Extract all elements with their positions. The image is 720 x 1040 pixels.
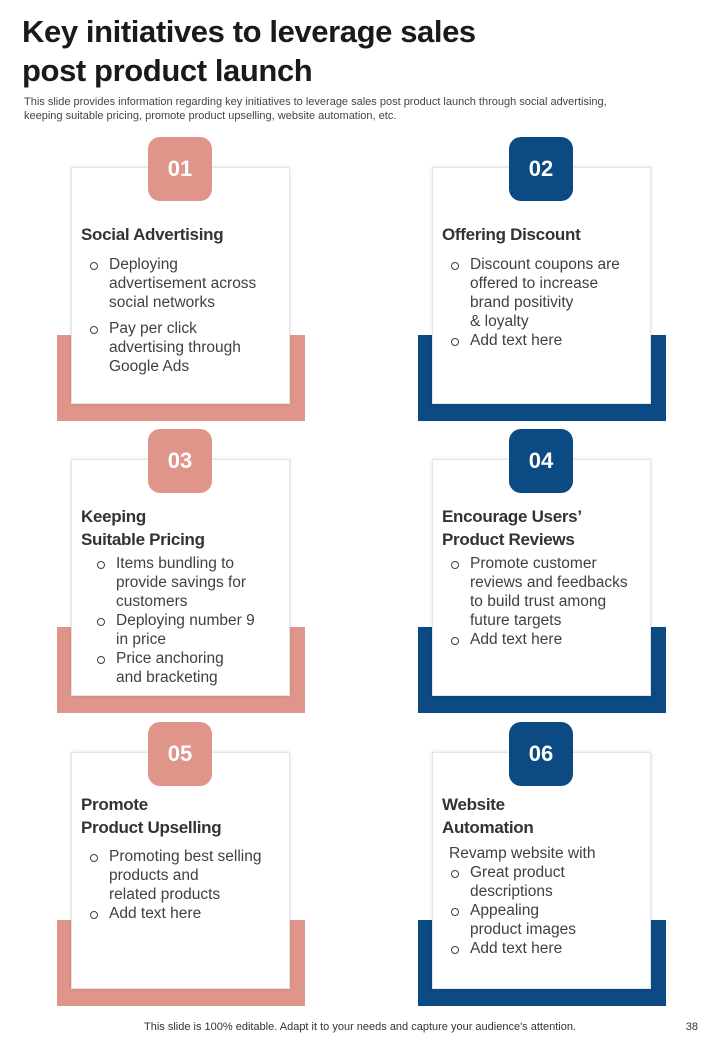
bullet-item: Add text here — [450, 331, 640, 350]
description-line-1: This slide provides information regarding key initiatives to leverage sales post product launch through social advertising, — [24, 96, 607, 108]
title-line-1: Key initiatives to leverage sales — [22, 14, 476, 49]
step-badge: 03 — [148, 429, 212, 493]
bullet-item: Pay per click advertising through Google Ads — [89, 319, 279, 376]
bullet-item: Price anchoring and bracketing — [96, 649, 286, 687]
footer-note: This slide is 100% editable. Adapt it to your needs and capture your audience's attention. — [144, 1021, 576, 1033]
card-title: Encourage Users’ Product Reviews — [442, 507, 582, 549]
page-number: 38 — [685, 1021, 698, 1033]
card-intro-text: Revamp website with — [449, 845, 596, 862]
step-badge: 04 — [509, 429, 573, 493]
title-line-2: post product launch — [22, 53, 313, 88]
bullet-item: Add text here — [450, 630, 640, 649]
step-badge: 05 — [148, 722, 212, 786]
bullet-item: Add text here — [89, 904, 279, 923]
bullet-list — [450, 255, 640, 350]
bullet-list — [450, 554, 640, 649]
bullet-item: Discount coupons are offered to increase brand positivity & loyalty — [450, 255, 640, 331]
bullet-list — [89, 847, 279, 923]
slide-description — [24, 95, 704, 123]
bullet-item: Promote customer reviews and feedbacks to build trust among future targets — [450, 554, 640, 630]
description-line-2: keeping suitable pricing, promote product upselling, website automation, etc. — [24, 110, 397, 122]
step-badge: 06 — [509, 722, 573, 786]
bullet-list — [450, 863, 640, 958]
card-title: Social Advertising — [81, 225, 224, 244]
bullet-item: Deploying number 9 in price — [96, 611, 286, 649]
bullet-list — [96, 554, 286, 687]
bullet-item: Add text here — [450, 939, 640, 958]
card-title: Offering Discount — [442, 225, 581, 244]
bullet-item: Items bundling to provide savings for customers — [96, 554, 286, 611]
step-badge: 02 — [509, 137, 573, 201]
step-badge: 01 — [148, 137, 212, 201]
bullet-item: Great product descriptions — [450, 863, 640, 901]
card-title: Keeping Suitable Pricing — [81, 507, 205, 549]
bullet-item: Deploying advertisement across social networks — [89, 255, 279, 312]
bullet-item: Promoting best selling products and related products — [89, 847, 279, 904]
page-title — [22, 12, 622, 90]
card-title: Promote Product Upselling — [81, 795, 222, 837]
card-title: Website Automation — [442, 795, 534, 837]
bullet-item: Appealing product images — [450, 901, 640, 939]
bullet-list — [89, 255, 279, 383]
